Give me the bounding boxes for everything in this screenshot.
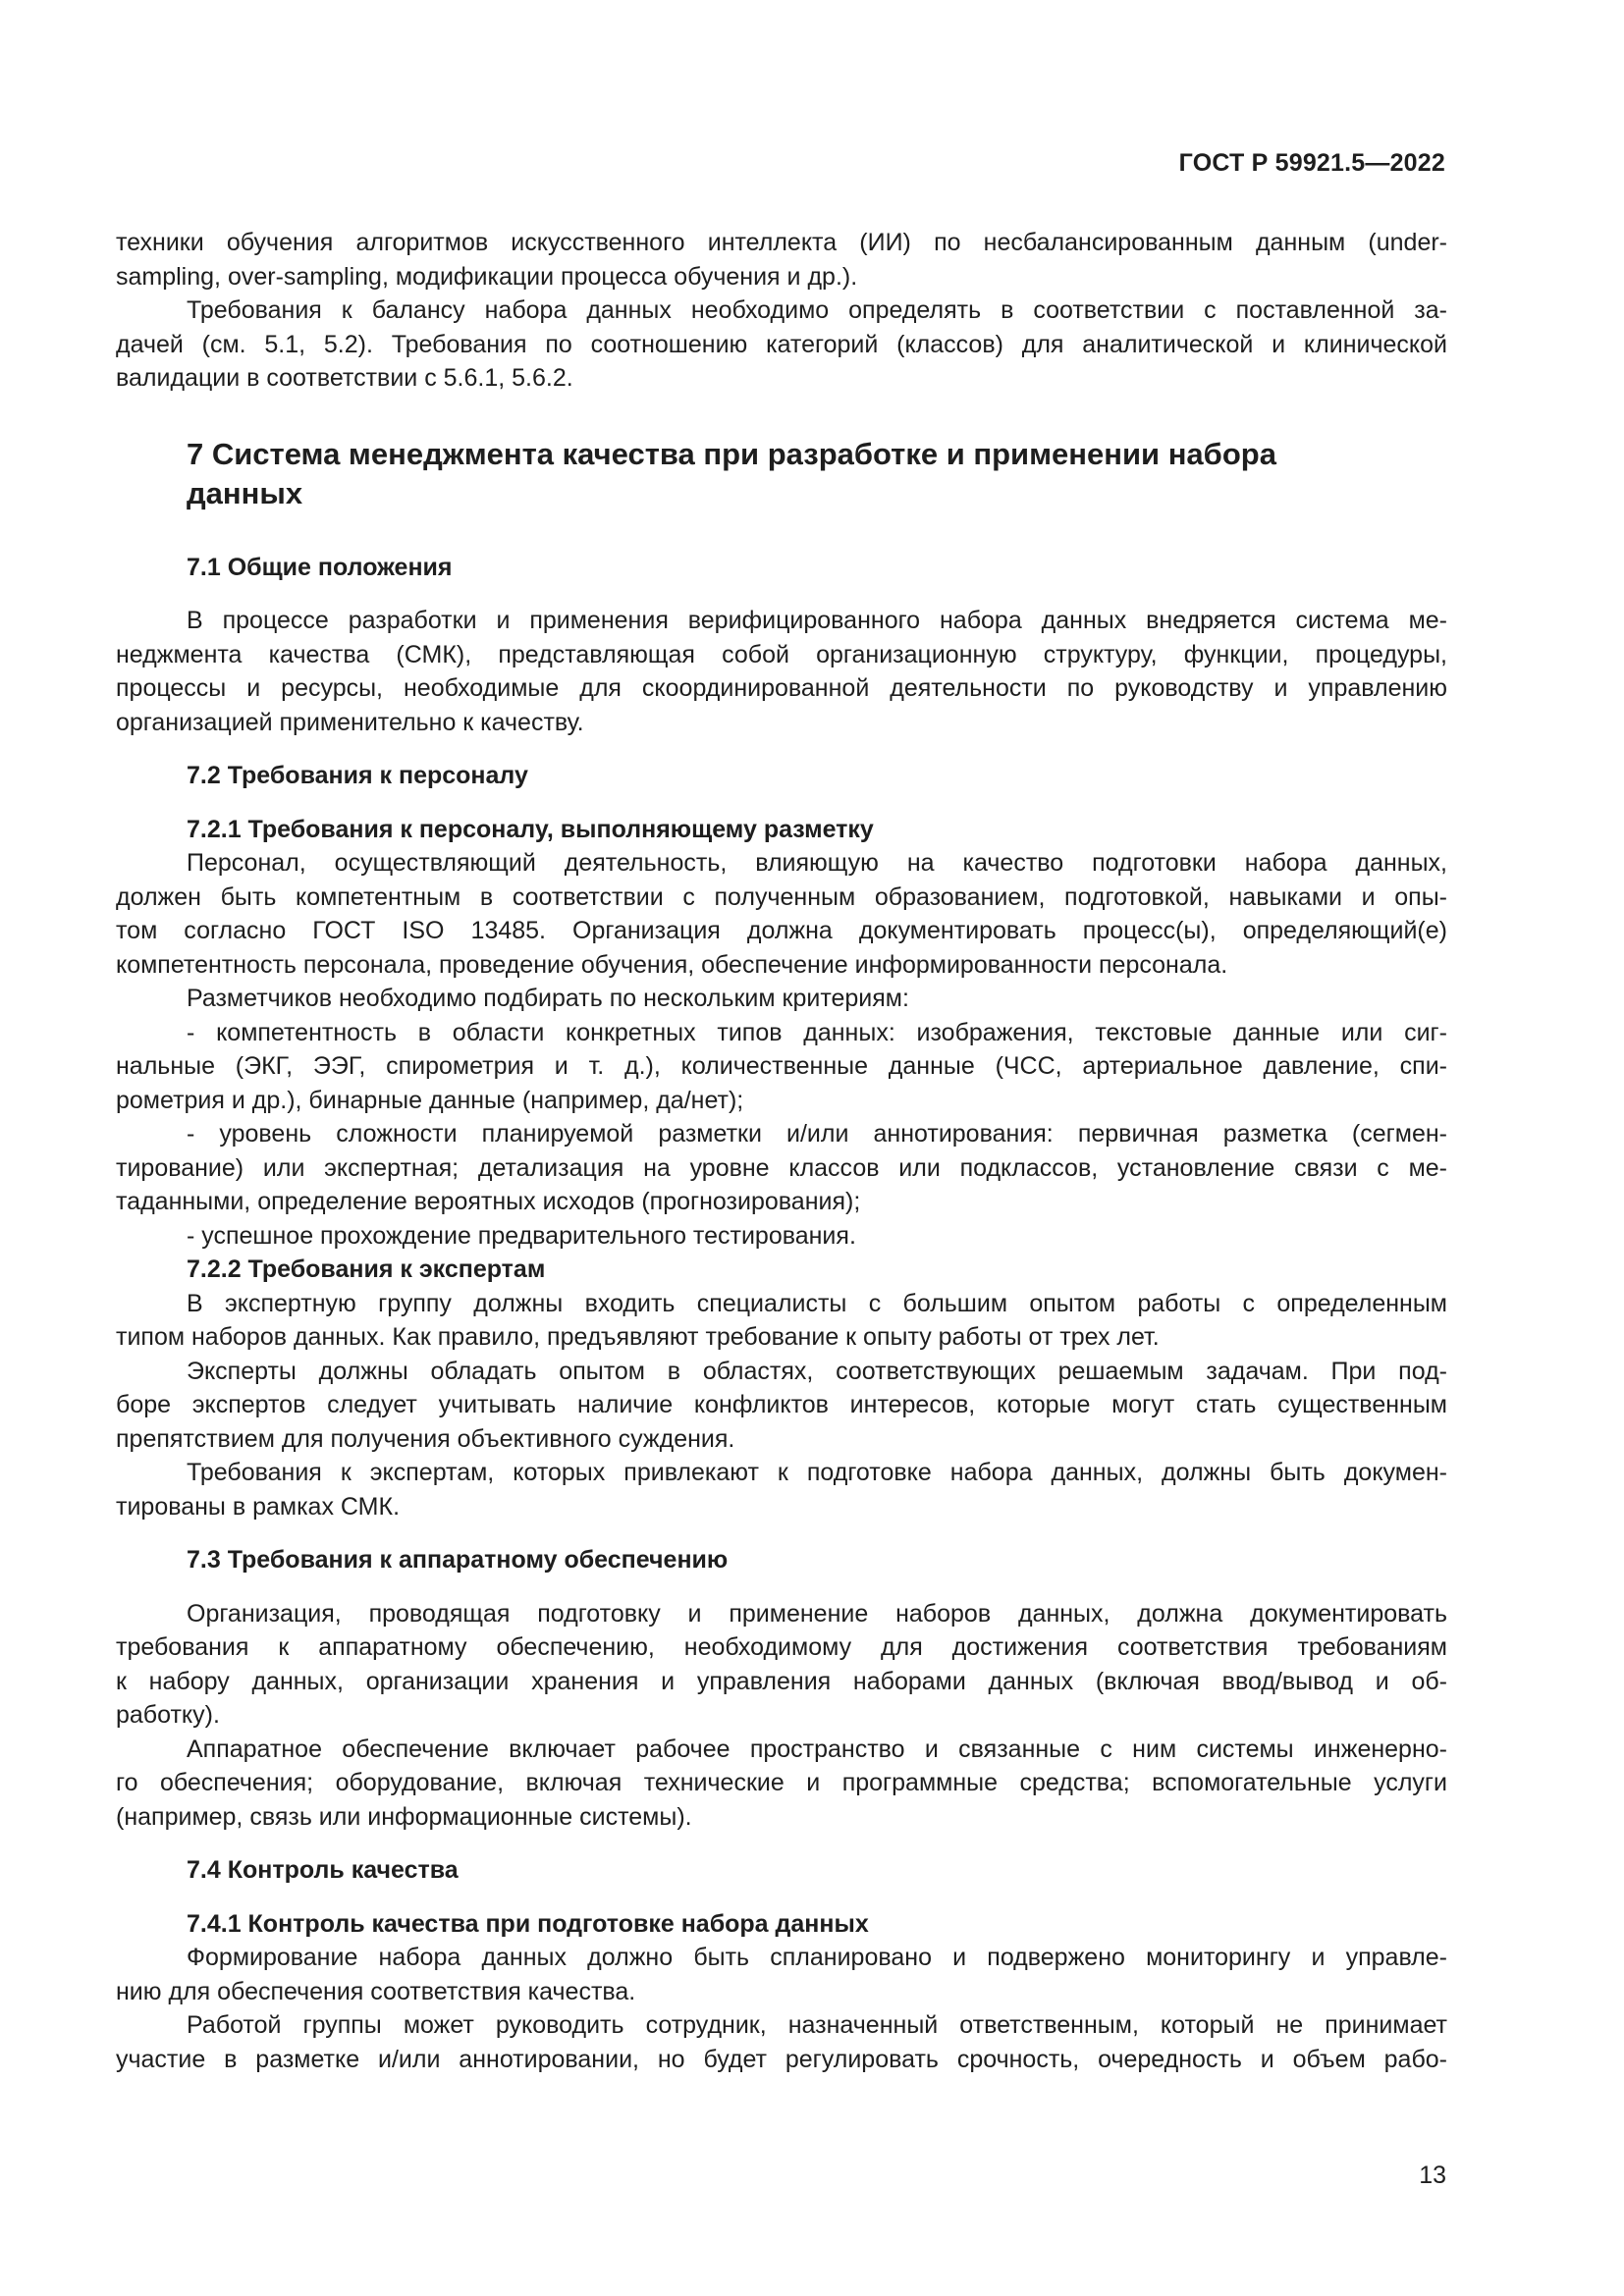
text-line: рометрия и др.), бинарные данные (например, да/нет); bbox=[116, 1086, 744, 1114]
text-line: нальные (ЭКГ, ЭЭГ, спирометрия и т. д.), количественные данные (ЧСС, артериальное давление, спи- bbox=[116, 1052, 1447, 1080]
section-7-2-2-heading: 7.2.2 Требования к экспертам bbox=[187, 1255, 546, 1283]
text-line: Требования к балансу набора данных необходимо определять в соответствии с поставленной за- bbox=[187, 296, 1447, 324]
text-line: техники обучения алгоритмов искусственного интеллекта (ИИ) по несбалансированным данным (under- bbox=[116, 229, 1447, 256]
paragraph bbox=[116, 846, 1447, 982]
document-number-header: ГОСТ Р 59921.5—2022 bbox=[1178, 149, 1445, 177]
text-line: - успешное прохождение предварительного тестирования. bbox=[187, 1221, 856, 1250]
paragraph bbox=[116, 1456, 1447, 1523]
section-7-2-1-heading: 7.2.1 Требования к персоналу, выполняющему разметку bbox=[187, 815, 874, 843]
paragraph bbox=[116, 1597, 1447, 1733]
text-line: процессы и ресурсы, необходимые для скоординированной деятельности по руководству и управлению bbox=[116, 674, 1447, 702]
text-line: Персонал, осуществляющий деятельность, влияющую на качество подготовки набора данных, bbox=[187, 849, 1447, 877]
text-line: Формирование набора данных должно быть спланировано и подвержено мониторингу и управле- bbox=[187, 1944, 1447, 1971]
text-line: Работой группы может руководить сотрудник, назначенный ответственным, который не принимает bbox=[187, 2011, 1447, 2039]
paragraph bbox=[116, 1941, 1447, 2008]
paragraph bbox=[116, 294, 1447, 396]
text-line: В экспертную группу должны входить специалисты с большим опытом работы с определенным bbox=[187, 1289, 1447, 1317]
text-line: тирование) или экспертная; детализация на уровне классов или подклассов, установление связи с ме- bbox=[116, 1153, 1447, 1182]
text-line: нию для обеспечения соответствия качества. bbox=[116, 1977, 636, 2005]
text-line: том согласно ГОСТ ISO 13485. Организация должна документировать процесс(ы), определяющий(е) bbox=[116, 917, 1447, 944]
text-line: Разметчиков необходимо подбирать по нескольким критериям: bbox=[187, 985, 909, 1012]
text-line: компетентность персонала, проведение обучения, обеспечение информированности персонала. bbox=[116, 950, 1228, 979]
section-7-1-heading: 7.1 Общие положения bbox=[187, 553, 453, 581]
text-line: валидации в соответствии с 5.6.1, 5.6.2. bbox=[116, 364, 573, 392]
text-line: требования к аппаратному обеспечению, необходимому для достижения соответствия требованиям bbox=[116, 1633, 1447, 1661]
paragraph bbox=[116, 1355, 1447, 1457]
page-body bbox=[116, 226, 1447, 2076]
paragraph bbox=[116, 982, 1447, 1016]
list-item bbox=[116, 1219, 1447, 1254]
text-line: боре экспертов следует учитывать наличие конфликтов интересов, которые могут стать существенным bbox=[116, 1391, 1447, 1418]
text-line: - компетентность в области конкретных типов данных: изображения, текстовые данные или сиг- bbox=[187, 1018, 1447, 1046]
paragraph bbox=[116, 226, 1447, 294]
text-line: участие в разметке и/или аннотировании, но будет регулировать срочность, очередность и объем рабо- bbox=[116, 2045, 1447, 2073]
text-line: препятствием для получения объективного суждения. bbox=[116, 1424, 735, 1453]
text-line: организацией применительно к качеству. bbox=[116, 708, 584, 736]
section-7-4-heading: 7.4 Контроль качества bbox=[187, 1856, 459, 1884]
text-line: тированы в рамках СМК. bbox=[116, 1492, 401, 1521]
list-item bbox=[116, 1117, 1447, 1219]
page-number: 13 bbox=[1419, 2162, 1446, 2189]
text-line: Требования к экспертам, которых привлекают к подготовке набора данных, должны быть докумен- bbox=[187, 1459, 1447, 1486]
text-line: работку). bbox=[116, 1701, 220, 1729]
text-line: 7 Система менеджмента качества при разработке и применении набора bbox=[187, 436, 1276, 471]
text-line: неджмента качества (СМК), представляющая собой организационную структуру, функции, процедуры, bbox=[116, 640, 1447, 668]
text-line: типом наборов данных. Как правило, предъявляют требование к опыту работы от трех лет. bbox=[116, 1323, 1160, 1351]
text-line: должен быть компетентным в соответствии с полученным образованием, подготовкой, навыками и опы- bbox=[116, 882, 1447, 911]
text-line: - уровень сложности планируемой разметки и/или аннотирования: первичная разметка (сегмен- bbox=[187, 1120, 1447, 1148]
text-line: го обеспечения; оборудование, включая технические и программные средства; вспомогательные услуги bbox=[116, 1769, 1447, 1796]
paragraph bbox=[116, 1733, 1447, 1835]
paragraph bbox=[116, 1287, 1447, 1355]
text-line: Аппаратное обеспечение включает рабочее пространство и связанные с ним системы инженерно- bbox=[187, 1735, 1447, 1763]
section-7-heading bbox=[116, 435, 1447, 513]
paragraph bbox=[116, 604, 1447, 739]
text-line: к набору данных, организации хранения и управления наборами данных (включая ввод/вывод и об- bbox=[116, 1667, 1447, 1695]
text-line: sampling, over-sampling, модификации процесса обучения и др.). bbox=[116, 262, 858, 291]
text-line: Эксперты должны обладать опытом в областях, соответствующих решаемым задачам. При под- bbox=[187, 1357, 1447, 1385]
text-line: В процессе разработки и применения верифицированного набора данных внедряется система ме- bbox=[187, 607, 1447, 634]
section-7-2-heading: 7.2 Требования к персоналу bbox=[187, 762, 528, 789]
text-line: таданными, определение вероятных исходов (прогнозирования); bbox=[116, 1188, 861, 1215]
text-line: Организация, проводящая подготовку и применение наборов данных, должна документировать bbox=[187, 1599, 1447, 1628]
text-line: данных bbox=[187, 475, 303, 510]
text-line: дачей (см. 5.1, 5.2). Требования по соотношению категорий (классов) для аналитической и клинической bbox=[116, 330, 1447, 358]
section-7-3-heading: 7.3 Требования к аппаратному обеспечению bbox=[187, 1546, 729, 1574]
list-item bbox=[116, 1016, 1447, 1118]
paragraph bbox=[116, 2008, 1447, 2076]
text-line: (например, связь или информационные системы). bbox=[116, 1802, 692, 1831]
section-7-4-1-heading: 7.4.1 Контроль качества при подготовке набора данных bbox=[187, 1909, 869, 1938]
